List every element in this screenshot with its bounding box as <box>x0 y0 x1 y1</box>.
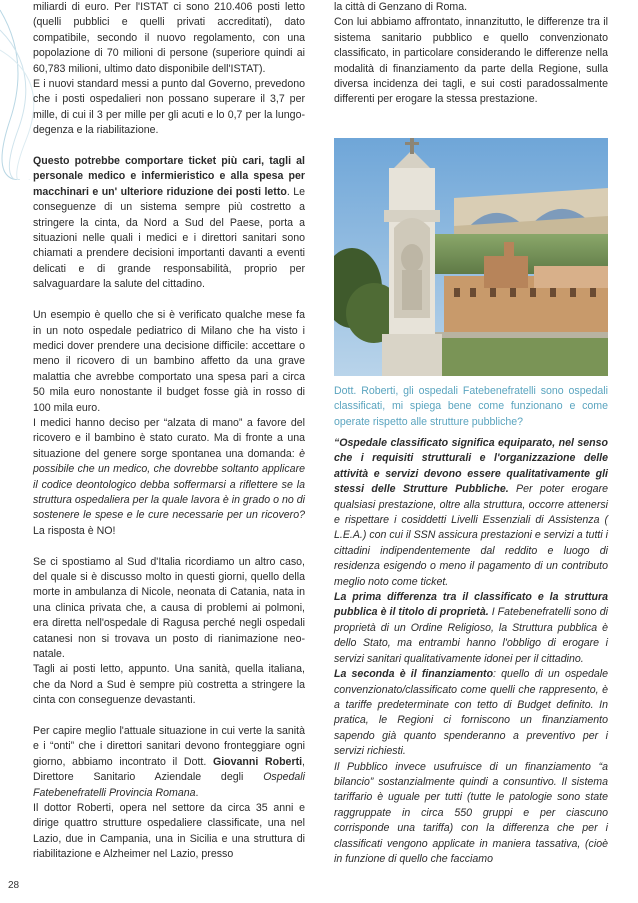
bold-italic-text: “Ospedale classificato significa equiparato, nel senso che i requisiti strutturali e l'organizzazione delle attività e servizi devono essere qualitativamente gli stessi delle Strutture Pubbliche. <box>334 437 608 496</box>
italic-text: Ospedali Fatebenefratelli Provincia Romana <box>33 771 305 799</box>
left-column <box>33 0 305 863</box>
paragraph: Un esempio è quello che si è verificato qualche mese fa in un noto ospedale pediatrico di Milano che ha visto i medici dover prendere una decisione difficile: accettare o meno il ricovero di un bambino affetto da una grave malattia che avrebbe comportato una spesa pari a circa 50 mila euro nonostante il budget fosse già in rosso di 100 mila euro. <box>33 309 305 414</box>
text: I medici hanno deciso per “alzata di mano” a favore del ricovero e il bambino è stato curato. Ma di fronte a una situazione del genere sorge spontanea una domanda: <box>33 416 305 460</box>
paragraph <box>334 760 608 868</box>
text: La risposta è NO! <box>33 524 116 537</box>
paragraph: Tagli ai posti letto, appunto. Una sanità, quella italiana, che da Nord a Sud è sempre più costretta a stringere la cinta con conseguenze devastanti. <box>33 663 305 707</box>
text: . Le conseguenze di un sistema sempre più costretto a stringere la cinta, da Nord a Sud del Paese, porta a situazioni nelle quali i medici e i direttori sanitari sono chiamati a prendere decisioni importanti davanti a eventi delicati e di grande responsabilità, proprio per salvaguardare la salute del cittadino. <box>33 185 305 291</box>
paragraph: Con lui abbiamo affrontato, innanzitutto, le differenze tra il sistema sanitario pubblico e quello convenzionato classificato, in particolare considerando le differenze nella modalità di finanziamento da parte della Regione, sulla diversa incidenza dei tagli, e sui costi paradossalmente differenti per erogare la stessa prestazione. <box>334 16 608 106</box>
interview-question <box>334 384 608 430</box>
bold-italic-text: La prima differenza tra il classificato e la struttura pubblica è il titolo di proprietà. <box>334 591 608 619</box>
right-column <box>334 0 608 108</box>
italic-text: è possibile che un medico, che dovrebbe soltanto applicare il codice deontologico debba soffermarsi a riflettere se la struttura ospedaliera per la quale lavora è in grado o no di sostenere le spese e le cure necessarie per un ricovero? <box>33 447 305 522</box>
paragraph: Se ci spostiamo al Sud d'Italia ricordiamo un altro caso, del quale si è discusso molto in questi giorni, quello della morte in ambulanza di Nicole, neonata di Catania, nata in una clinica privata che, a causa di problemi ai polmoni, era diretta nell'ospedale di Ragusa perché negli ospedali catanesi non si trovava un posto di rianimazione neo-natale. <box>33 555 305 661</box>
italic-text: Il Pubblico invece usufruisce di un finanziamento “a bilancio” sostanzialmente quindi a consuntivo. Il sistema tariffario è uguale per tutti (tutte le patologie sono state raggruppate in circa 550 gruppi e per ciascuno corrisponde una tariffa) con la differenza che per i classificati vengono applicate in maniera tassativa, (cioè in funzione di quello che facciamo <box>334 760 608 865</box>
bold-text: Giovanni Roberti <box>212 755 303 768</box>
paragraph <box>334 436 608 590</box>
photo-rome-tiber <box>334 138 608 376</box>
paragraph <box>33 724 305 801</box>
italic-text: Per poter erogare qualsiasi prestazione, oltre alla struttura, occorre attenersi e rispettare i cosiddetti Livelli Essenziali di Assistenza ( L.E.A.) con cui il SSN assicura prestazioni e servizi a tutti i cittadini indipendentemente dal reddito e luogo di residenza esigendo o meno il pagamento di un contributo meglio noto come ticket. <box>334 483 608 588</box>
bold-italic-text: La seconda è il finanziamento <box>334 668 494 681</box>
paragraph <box>334 590 608 667</box>
paragraph: Il dottor Roberti, opera nel settore da circa 35 anni e dirige quattro strutture ospedaliere classificate, una nel Lazio, due in Campania, una in Sicilia e una struttura di riabilitazione e Alzheimer nel Lazio, presso <box>33 802 305 861</box>
paragraph <box>334 667 608 759</box>
paragraph <box>33 416 305 539</box>
paragraph <box>33 154 305 293</box>
question-text: Dott. Roberti, gli ospedali Fatebenefratelli sono ospedali classificati, mi spiega bene come funzionano e come operate rispetto alle strutture pubbliche? <box>334 385 608 428</box>
text: Per capire meglio l'attuale situazione in cui verte la sanità e i “onti” che i direttori sanitari devono fronteggiare ogni giorno, abbiamo incontrato il Dott. <box>33 725 305 768</box>
text: , Direttore Sanitario Aziendale degli <box>33 755 305 784</box>
italic-text: : quello di un ospedale convenzionato/classificato come quelli che rappresento, è a tariffe predeterminate con tetto di Budget definito. In pratica, le Regioni ci forniscono un finanziamento sapendo già quanto spenderanno a preventivo per i servizi richiesti. <box>334 668 608 758</box>
paragraph: miliardi di euro. Per l'ISTAT ci sono 210.406 posti letto (quelli pubblici e quelli privati accreditati), dato compatibile, secondo il nuovo regolamento, con una popolazione di 70 milioni di persone (superiore quindi ai 60,783 milioni, ultimo dato disponibile dell'ISTAT). <box>33 1 305 75</box>
bold-text: Questo potrebbe comportare ticket più cari, tagli al personale medico e infermieristico e alla spesa per macchinari e un' ulteriore riduzione dei posti letto <box>33 155 305 198</box>
paragraph: la città di Genzano di Roma. <box>334 1 468 13</box>
text: . <box>195 786 199 799</box>
page-number: 28 <box>8 880 20 891</box>
interview-answer <box>334 436 608 867</box>
italic-text: I Fatebenefratelli sono di proprietà di un Ordine Religioso, la Struttura pubblica è dello Stato, ma entrambi hanno l'obbligo di erogare i servizi sanitari qualitativamente idonei per il cittadino. <box>334 606 608 665</box>
paragraph: E i nuovi standard messi a punto dal Governo, prevedono che i posti ospedalieri non possano superare il 3,7 per mille, di cui il 3 per mille per gli acuti e lo 0,7 per la lungo-degenza e la riabilitazione. <box>33 78 305 137</box>
